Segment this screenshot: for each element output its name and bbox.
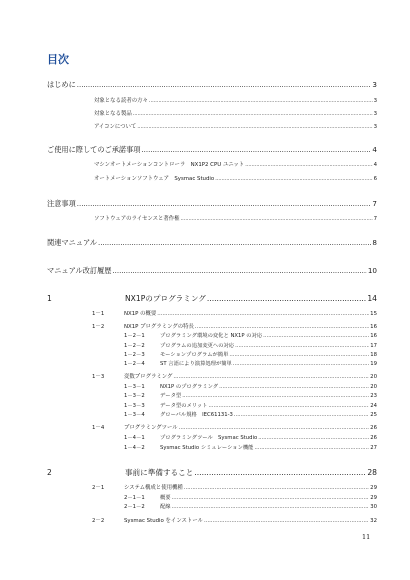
dot-leader bbox=[149, 98, 373, 104]
toc-entry-number: 1－3－3 bbox=[124, 403, 145, 409]
toc-entry[interactable] bbox=[124, 350, 377, 358]
toc-entry-title: マシンオートメーションコントローラ NX1P2 CPU ユニット bbox=[94, 162, 245, 168]
toc-entry-page: 10 bbox=[367, 266, 377, 275]
toc-entry-title: はじめに bbox=[47, 80, 76, 89]
dot-leader bbox=[172, 504, 370, 510]
toc-entry-number: 2－1－2 bbox=[124, 504, 145, 510]
toc-entry-title: 概要 bbox=[160, 495, 171, 501]
toc-entry[interactable] bbox=[124, 410, 377, 418]
dot-leader bbox=[208, 403, 369, 409]
toc-entry-page: 19 bbox=[370, 361, 377, 367]
toc-entry-number: 1－3－2 bbox=[124, 393, 145, 399]
toc-entry-page: 24 bbox=[370, 403, 377, 409]
toc-entry-title: 事前に準備すること bbox=[125, 468, 194, 477]
toc-entry-title: プログラムの追加変更への対応 bbox=[160, 343, 235, 349]
toc-entry[interactable] bbox=[124, 382, 377, 390]
dot-leader bbox=[173, 374, 369, 380]
toc-entry[interactable] bbox=[47, 266, 377, 276]
toc-entry-page: 20 bbox=[370, 374, 377, 380]
toc-entry-page: 17 bbox=[370, 343, 377, 349]
toc-entry[interactable] bbox=[92, 322, 377, 330]
toc-entry-title: マニュアル改訂履歴 bbox=[47, 266, 112, 275]
toc-entry[interactable] bbox=[47, 293, 377, 304]
toc-entry-title: Sysmac Studio シミュレーション機能 bbox=[160, 445, 254, 451]
toc-entry-page: 28 bbox=[367, 468, 377, 477]
toc-entry-number: 2－2 bbox=[92, 518, 105, 524]
toc-entry-number: 1－2－3 bbox=[124, 352, 145, 358]
toc-entry[interactable] bbox=[94, 109, 377, 117]
toc-entry[interactable] bbox=[124, 331, 377, 339]
toc-entry-page: 14 bbox=[367, 294, 377, 303]
toc-entry[interactable] bbox=[94, 174, 377, 182]
toc-entry-title: プログラミングツール Sysmac Studio bbox=[160, 435, 258, 441]
toc-entry[interactable] bbox=[124, 341, 377, 349]
toc-entry-title: アイコンについて bbox=[94, 124, 137, 130]
dot-leader bbox=[258, 435, 369, 441]
dot-leader bbox=[112, 267, 366, 275]
toc-entry[interactable] bbox=[124, 401, 377, 409]
toc-entry-title: プログラミング環境の変化と NX1P の対応 bbox=[160, 333, 263, 339]
toc-entry-page: 15 bbox=[370, 311, 377, 317]
toc-entry-page: 26 bbox=[370, 425, 377, 431]
toc-entry-page: 29 bbox=[370, 485, 377, 491]
dot-leader bbox=[77, 81, 372, 89]
toc-entry-page: 23 bbox=[370, 393, 377, 399]
toc-entry[interactable] bbox=[92, 516, 377, 524]
toc-entry-title: モーションプログラムが簡単 bbox=[160, 352, 229, 358]
toc-entry-page: 27 bbox=[370, 445, 377, 451]
dot-leader bbox=[233, 361, 369, 367]
dot-leader bbox=[204, 518, 369, 524]
toc-entry-page: 18 bbox=[370, 352, 377, 358]
dot-leader bbox=[77, 200, 372, 208]
toc-entry-title: ソフトウェアのライセンスと著作権 bbox=[94, 216, 180, 222]
dot-leader bbox=[141, 146, 371, 154]
dot-leader bbox=[235, 343, 369, 349]
dot-leader bbox=[219, 384, 369, 390]
dot-leader bbox=[157, 311, 369, 317]
toc-entry-page: 29 bbox=[370, 495, 377, 501]
toc-entry-title: 対象となる読者の方々 bbox=[94, 98, 148, 104]
toc-entry-page: 3 bbox=[373, 124, 377, 130]
toc-entry-title: NX1P プログラミングの特長 bbox=[124, 324, 194, 330]
toc-entry[interactable] bbox=[124, 391, 377, 399]
toc-entry-number: 2－1 bbox=[92, 485, 105, 491]
toc-entry-page: 6 bbox=[373, 176, 377, 182]
toc-entry-number: 1－4－1 bbox=[124, 435, 145, 441]
toc-entry-title: NX1P のプログラミング bbox=[160, 384, 219, 390]
toc-entry-page: 26 bbox=[370, 435, 377, 441]
toc-entry-title: Sysmac Studio をインストール bbox=[124, 518, 203, 524]
toc-entry[interactable] bbox=[47, 80, 377, 90]
page-title: 目次 bbox=[47, 53, 69, 66]
dot-leader bbox=[172, 495, 370, 501]
toc-entry-title: 関連マニュアル bbox=[47, 238, 98, 247]
toc-entry-title: データ型のメリット bbox=[160, 403, 208, 409]
toc-entry-number: 1－2 bbox=[92, 324, 105, 330]
dot-leader bbox=[181, 216, 373, 222]
toc-entry-page: 3 bbox=[373, 111, 377, 117]
toc-entry-number: 1－4－2 bbox=[124, 445, 145, 451]
toc-entry-page: 16 bbox=[370, 324, 377, 330]
toc-entry-number: 1－3－1 bbox=[124, 384, 145, 390]
dot-leader bbox=[182, 393, 369, 399]
toc-entry-title: 配線 bbox=[160, 504, 171, 510]
dot-leader bbox=[179, 425, 369, 431]
toc-entry-page: 7 bbox=[372, 199, 377, 208]
toc-entry-page: 7 bbox=[373, 216, 377, 222]
toc-entry[interactable] bbox=[94, 122, 377, 130]
toc-entry[interactable] bbox=[92, 483, 377, 491]
dot-leader bbox=[215, 176, 372, 182]
toc-entry[interactable] bbox=[92, 309, 377, 317]
toc-entry-number: 1－1 bbox=[92, 311, 105, 317]
dot-leader bbox=[133, 111, 373, 117]
toc-entry[interactable] bbox=[94, 96, 377, 104]
toc-entry-number: 2－1－1 bbox=[124, 495, 145, 501]
dot-leader bbox=[194, 468, 366, 477]
toc-entry-page: 32 bbox=[370, 518, 377, 524]
toc-entry[interactable] bbox=[124, 502, 377, 510]
toc-entry-title: グローバル規格 IEC61131-3 bbox=[160, 412, 233, 418]
toc-entry-title: NX1P の概要 bbox=[124, 311, 157, 317]
toc-entry-page: 4 bbox=[373, 162, 377, 168]
dot-leader bbox=[195, 324, 369, 330]
page-number: 11 bbox=[362, 533, 371, 541]
toc-entry-page: 3 bbox=[372, 80, 377, 89]
toc-entry-number: 1 bbox=[47, 294, 52, 303]
dot-leader bbox=[229, 352, 369, 358]
dot-leader bbox=[207, 294, 366, 303]
toc-entry-page: 20 bbox=[370, 384, 377, 390]
toc-entry-number: 2 bbox=[47, 468, 52, 477]
toc-entry[interactable] bbox=[47, 145, 377, 155]
toc-entry-page: 16 bbox=[370, 333, 377, 339]
toc-entry[interactable] bbox=[92, 423, 377, 431]
toc-entry-page: 3 bbox=[373, 98, 377, 104]
toc-entry-title: オートメーションソフトウェア Sysmac Studio bbox=[94, 176, 215, 182]
toc-entry-title: プログラミングツール bbox=[124, 425, 178, 431]
dot-leader bbox=[263, 333, 369, 339]
toc-entry-title: 注意事項 bbox=[47, 199, 76, 208]
toc-entry-title: システム構成と使用機種 bbox=[124, 485, 183, 491]
toc-entry-page: 4 bbox=[372, 145, 377, 154]
toc-entry-page: 30 bbox=[370, 504, 377, 510]
toc-entry[interactable] bbox=[124, 359, 377, 367]
toc-entry[interactable] bbox=[47, 238, 377, 248]
toc-entry-number: 1－2－1 bbox=[124, 333, 145, 339]
toc-entry-page: 25 bbox=[370, 412, 377, 418]
toc-entry-number: 1－3－4 bbox=[124, 412, 145, 418]
toc-entry-title: 変数プログラミング bbox=[124, 374, 173, 380]
toc-entry[interactable] bbox=[92, 372, 377, 380]
toc-entry-number: 1－2－2 bbox=[124, 343, 145, 349]
toc-entry[interactable] bbox=[94, 214, 377, 222]
dot-leader bbox=[98, 239, 371, 247]
toc-entry-title: 対象となる製品 bbox=[94, 111, 132, 117]
toc-entry[interactable] bbox=[124, 433, 377, 441]
toc-entry[interactable] bbox=[47, 467, 377, 478]
toc-entry-number: 1－4 bbox=[92, 425, 105, 431]
toc-entry[interactable] bbox=[124, 493, 377, 501]
toc-entry-title: NX1Pのプログラミング bbox=[125, 294, 206, 303]
toc-entry[interactable] bbox=[47, 199, 377, 209]
dot-leader bbox=[184, 485, 369, 491]
toc-entry-number: 1－2－4 bbox=[124, 361, 145, 367]
toc-entry-title: データ型 bbox=[160, 393, 182, 399]
toc-entry[interactable] bbox=[94, 160, 377, 168]
toc-entry-number: 1－3 bbox=[92, 374, 105, 380]
dot-leader bbox=[234, 412, 369, 418]
toc-entry-page: 8 bbox=[372, 238, 377, 247]
toc-entry-title: ご使用に際してのご承諾事項 bbox=[47, 145, 141, 154]
toc-entry-title: ST 言語により演算処理が簡単 bbox=[160, 361, 232, 367]
dot-leader bbox=[137, 124, 372, 130]
dot-leader bbox=[245, 162, 372, 168]
toc-entry[interactable] bbox=[124, 443, 377, 451]
dot-leader bbox=[254, 445, 369, 451]
